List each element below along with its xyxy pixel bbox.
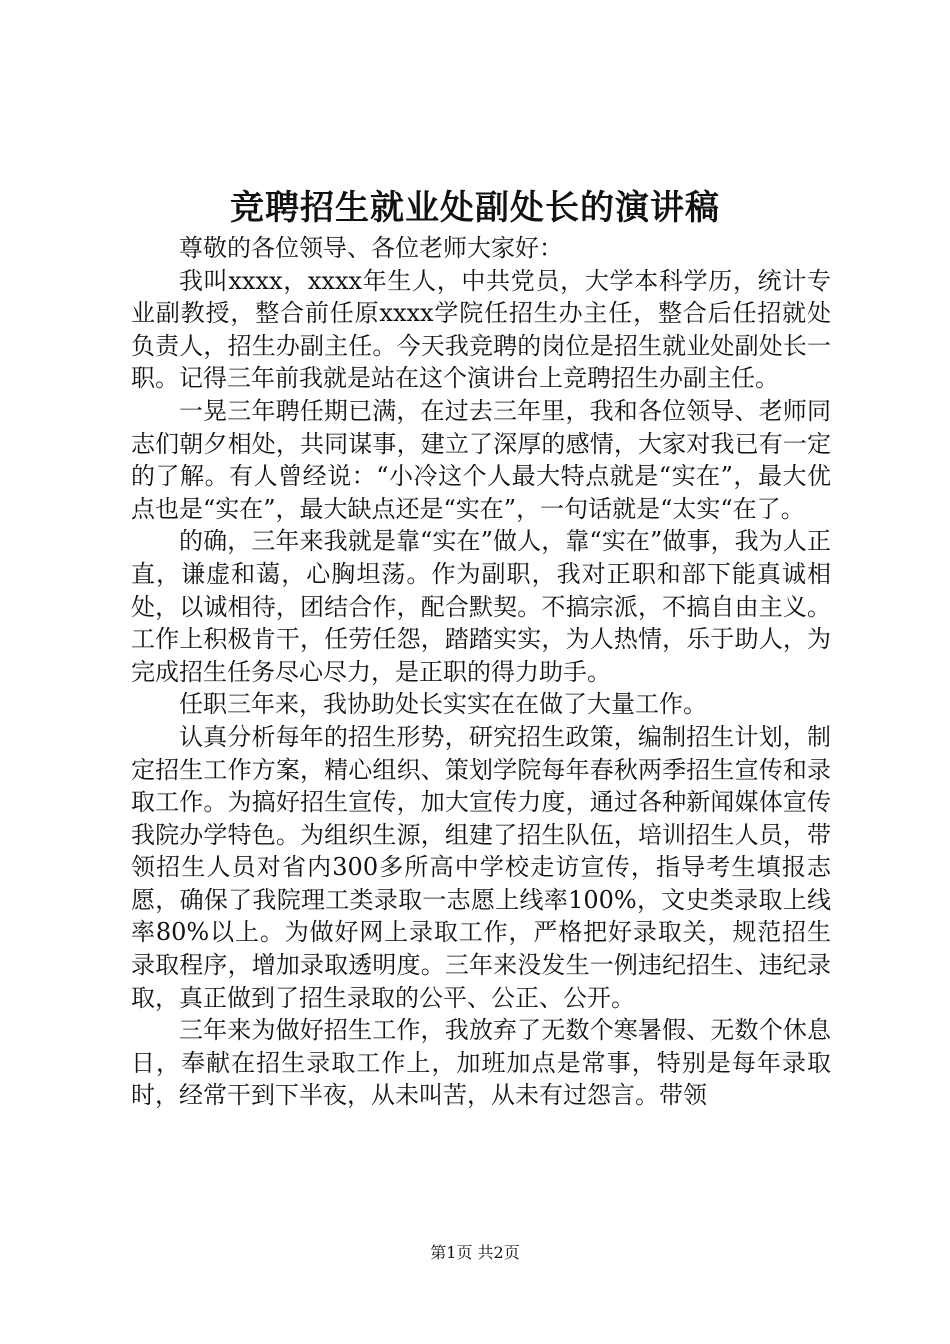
paragraph: 认真分析每年的招生形势，研究招生政策，编制招生计划，制定招生工作方案，精心组织、策划学院每年春秋两季招生宣传和录取工作。为搞好招生宣传，加大宣传力度，通过各种新闻媒体宣传我院办学特色。为组织生源，组建了招生队伍，培训招生人员，带领招生人员对省内300多所高中学校走访宣传，指导考生填报志愿，确保了我院理工类录取一志愿上线率100%，文史类录取上线率80%以上。为做好网上录取工作，严格把好录取关，规范招生录取程序，增加录取透明度。三年来没发生一例违纪招生、违纪录取，真正做到了招生录取的公平、公正、公开。: [131, 722, 831, 1012]
paragraph: 三年来为做好招生工作，我放弃了无数个寒暑假、无数个休息日，奉献在招生录取工作上，加班加点是常事，特别是每年录取时，经常干到下半夜，从未叫苦，从未有过怨言。带领: [131, 1016, 831, 1110]
paragraph: 一晃三年聘任期已满，在过去三年里，我和各位领导、老师同志们朝夕相处，共同谋事，建立了深厚的感情，大家对我已有一定的了解。有人曾经说：“小冷这个人最大特点就是“实在”，最大优点也是“实在”，最大缺点还是“实在”，一句话就是“太实“在了。: [131, 396, 831, 523]
paragraph: 任职三年来，我协助处长实实在在做了大量工作。: [179, 690, 707, 719]
paragraph: 尊敬的各位领导、各位老师大家好：: [179, 234, 563, 262]
document-body: [131, 232, 831, 1112]
paragraph: 的确，三年来我就是靠“实在”做人，靠“实在”做事，我为人正直，谦虚和蔼，心胸坦荡。作为副职，我对正职和部下能真诚相处，以诚相待，团结合作，配合默契。不搞宗派，不搞自由主义。工作上积极肯干，任劳任怨，踏踏实实，为人热情，乐于助人，为完成招生任务尽心尽力，是正职的得力助手。: [131, 527, 831, 686]
document-title: 竞聘招生就业处副处长的演讲稿: [230, 188, 720, 228]
paragraph: 我叫xxxx，xxxx年生人，中共党员，大学本科学历，统计专业副教授，整合前任原xxxx学院任招生办主任，整合后任招就处负责人，招生办副主任。今天我竞聘的岗位是招生就业处副处长一职。记得三年前我就是站在这个演讲台上竞聘招生办副主任。: [131, 266, 831, 393]
page-number-footer: 第1页 共2页: [430, 1243, 520, 1262]
